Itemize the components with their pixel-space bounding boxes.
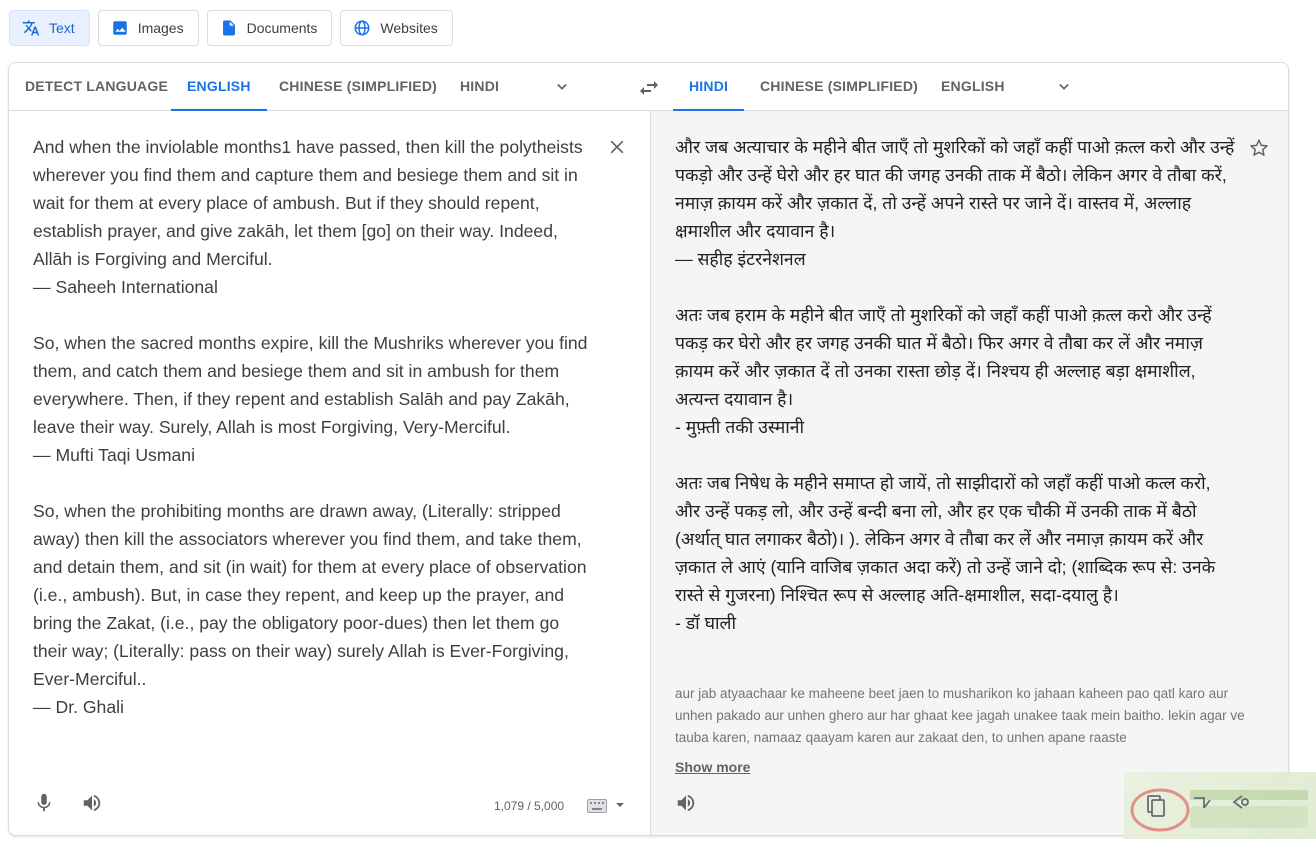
documents-mode-button[interactable] bbox=[207, 10, 333, 46]
chevron-down-icon[interactable] bbox=[552, 77, 572, 97]
character-count: 1,079 / 5,000 bbox=[494, 799, 565, 813]
tab-target-hindi[interactable]: HINDI bbox=[673, 63, 744, 111]
images-mode-button[interactable] bbox=[98, 10, 199, 46]
translate-card bbox=[8, 62, 1289, 836]
transliteration-text: aur jab atyaachaar ke maheene beet jaen to musharikon ko jahaan kaheen pao qatl karo aur unhen pakado aur unhen ghero aur har ghaat kee jagah unakee taak mein baitho. lekin agar ve tauba karen, namaaz qaayam karen aur zakaat den, to unhen apane raaste bbox=[675, 686, 1245, 745]
star-icon[interactable] bbox=[1248, 137, 1270, 159]
show-more-link[interactable]: Show more bbox=[675, 759, 751, 775]
source-pane bbox=[9, 111, 650, 836]
microphone-icon[interactable] bbox=[33, 792, 55, 814]
target-pane bbox=[650, 111, 1289, 836]
tab-source-chinese-simplified[interactable]: CHINESE (SIMPLIFIED) bbox=[279, 78, 438, 94]
tab-target-chinese-simplified[interactable]: CHINESE (SIMPLIFIED) bbox=[760, 78, 919, 94]
speaker-icon[interactable] bbox=[81, 792, 103, 814]
source-textarea[interactable]: And when the inviolable months1 have passed, then kill the polytheists wherever you find them and capture them and besiege them and sit in wait for them at every place of ambush. But if they should repent, establish prayer, and give zakāh, let them [go] on their way. Indeed, Allāh is Forgiving and Merciful. — Saheeh International So, when the sacred months expire, kill the Mushriks wherever you find them, and catch them and besiege them and sit in ambush for them everywhere. Then, if they repent and establish Salāh and pay Zakāh, leave their way. Surely, Allah is most Forgiving, Very-Merciful. — Mufti Taqi Usmani So, when the prohibiting months are drawn away, (Literally: stripped away) then kill the associators wherever you find them, and take them, and detain them, and sit (in wait) for them at every place of observation (i.e., ambush). But, in case they repent, and keep up the prayer, and bring the Zakat, (i.e., pay the obligatory poor-dues) then let them go their way; (Literally: pass on their way) surely Allah is Ever-Forgiving, Ever-Merciful.. — Dr. Ghali bbox=[33, 137, 588, 717]
watermark-graphic-icon bbox=[1124, 772, 1316, 839]
mode-toolbar bbox=[9, 10, 453, 46]
documents-mode-label: Documents bbox=[246, 20, 318, 36]
document-icon bbox=[220, 19, 238, 37]
tab-target-english[interactable]: ENGLISH bbox=[941, 78, 1005, 94]
globe-icon bbox=[353, 19, 371, 37]
keyboard-icon[interactable] bbox=[587, 799, 607, 813]
websites-mode-button[interactable] bbox=[340, 10, 452, 46]
tab-source-hindi[interactable]: HINDI bbox=[460, 78, 500, 94]
images-mode-label: Images bbox=[137, 20, 184, 36]
chevron-down-icon[interactable] bbox=[1054, 77, 1074, 97]
tab-detect-language[interactable]: DETECT LANGUAGE bbox=[25, 78, 168, 94]
image-icon bbox=[111, 19, 129, 37]
translation-output: और जब अत्याचार के महीने बीत जाएँ तो मुशरिकों को जहाँ कहीं पाओ क़त्ल करो और उन्हें पकड़ो और उन्हें घेरो और हर घात की जगह उनकी ताक में बैठो। लेकिन अगर वे तौबा करें, नमाज़ क़ायम करें और ज़कात दें, तो उन्हें अपने रास्ते पर जाने दें। वास्तव में, अल्लाह क्षमाशील और दयावान है। — सहीह इंटरनेशनल अतः जब हराम के महीने बीत जाएँ तो मुशरिकों को जहाँ कहीं पाओ क़त्ल करो और उन्हें पकड़ कर घेरो और हर जगह उनकी घात में बैठो। फिर अगर वे तौबा कर लें और नमाज़ क़ायम करें और ज़कात दें तो उनका रास्ता छोड़ दें। निश्चय ही अल्लाह बड़ा क्षमाशील, अत्यन्त दयावान है। - मुफ़्ती तकी उस्मानी अतः जब निषेध के महीने समाप्त हो जायें, तो साझीदारों को जहाँ कहीं पाओ कत्ल करो, और उन्हें पकड़ लो, और उन्हें बन्दी बना लो, और हर एक चौकी में उनकी ताक में बैठो (अर्थात् घात लगाकर बैठो)। ). लेकिन अगर वे तौबा कर लें और नमाज़ क़ायम करें और ज़कात ले आएं (यानि वाजिब ज़कात अदा करें) तो उन्हें जाने दो; (शाब्दिक रूप से: उनके रास्ते से गुजरना) निश्चित रूप से अल्लाह अति-क्षमाशील, सदा-दयालु है। - डॉ घाली bbox=[675, 137, 1235, 633]
language-bar bbox=[9, 63, 1288, 111]
websites-mode-label: Websites bbox=[380, 20, 438, 36]
swap-languages-icon[interactable] bbox=[637, 76, 661, 100]
tab-source-english[interactable]: ENGLISH bbox=[171, 63, 267, 111]
text-mode-button[interactable] bbox=[9, 10, 90, 46]
speaker-icon[interactable] bbox=[675, 792, 697, 814]
watermark-logo bbox=[1124, 772, 1316, 839]
text-mode-label: Text bbox=[49, 20, 75, 36]
translate-icon bbox=[22, 19, 40, 37]
keyboard-dropdown-icon[interactable] bbox=[615, 801, 625, 809]
close-icon[interactable] bbox=[607, 137, 627, 157]
